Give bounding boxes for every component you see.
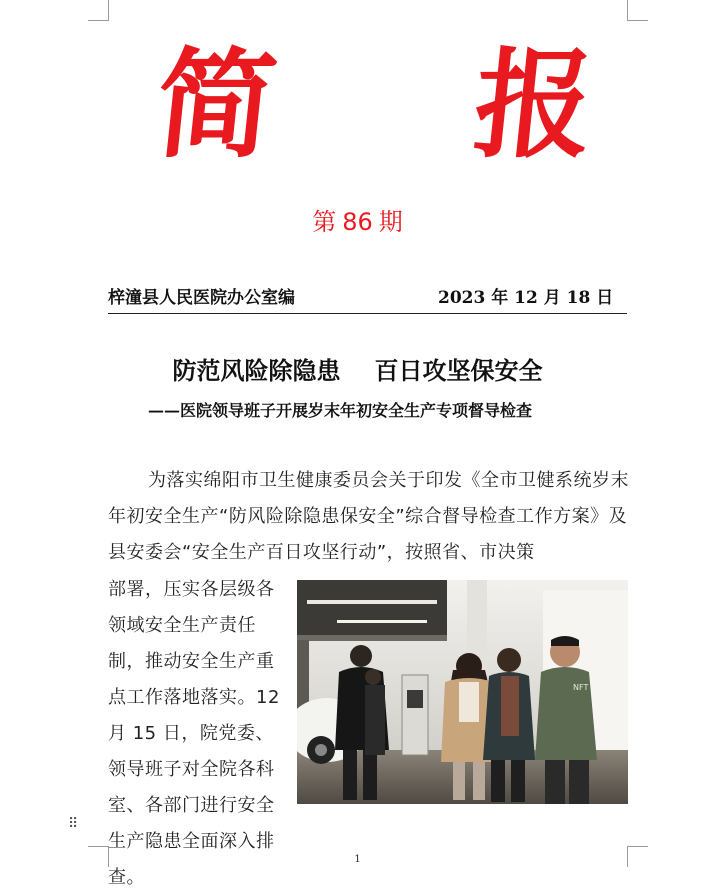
masthead-char-jian: 简 — [149, 36, 283, 174]
publish-date: 2023 年 12 月 18 日 — [438, 288, 614, 308]
page-number: 1 — [354, 854, 361, 865]
masthead-char-bao: 报 — [467, 36, 601, 174]
crop-mark-top-right — [627, 0, 648, 21]
editor-line: 梓潼县人民医院办公室编 — [108, 288, 295, 308]
body-paragraph-wrapped: 部署，压实各层级各领域安全生产责任制，推动安全生产重点工作落地落实。12 月 15 日，院党委、领导班子对全院各科室、各部门进行安全生产隐患全面深入排查。 — [108, 579, 280, 888]
body-paragraph — [108, 463, 632, 571]
issue-num: 86 — [342, 208, 373, 236]
title-part-2: 百日攻坚保安全 — [374, 356, 543, 385]
article-title — [0, 355, 715, 387]
drag-handle-icon[interactable]: ⠿ — [68, 816, 79, 832]
header-rule — [108, 313, 627, 314]
paragraph-1-text: 为落实绵阳市卫生健康委员会关于印发《全市卫健系统岁末年初安全生产“防风险除隐患保安全”综合督导检查工作方案》及县安委会“安全生产百日攻坚行动”，按照省、市决策 — [108, 470, 629, 563]
issue-prefix: 第 — [312, 208, 337, 236]
title-part-1: 防范风险除隐患 — [172, 356, 341, 385]
issue-suffix: 期 — [378, 208, 403, 236]
inspection-photo — [297, 580, 628, 804]
issue-number — [0, 206, 715, 238]
article-subtitle: ——医院领导班子开展岁末年初安全生产专项督导检查 — [148, 401, 533, 420]
crop-mark-top-left — [88, 0, 109, 21]
jacket-print: NFT — [573, 683, 589, 692]
